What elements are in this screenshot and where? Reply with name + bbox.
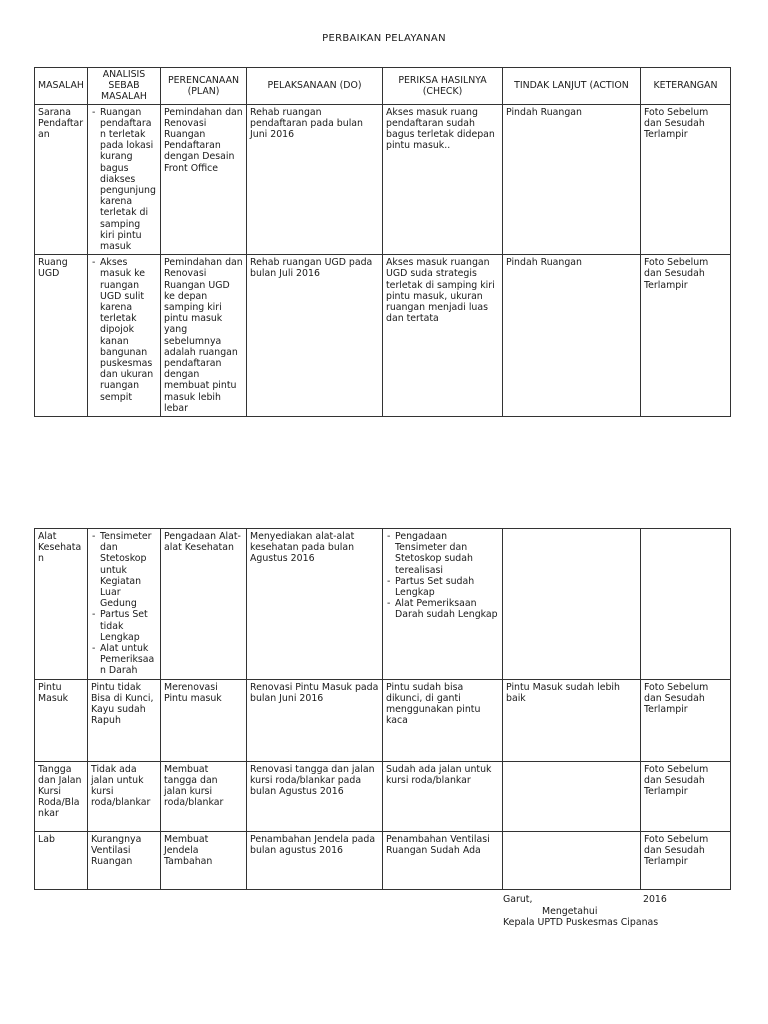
- cell-plan: Membuat tangga dan jalan kursi roda/blankar: [161, 761, 247, 831]
- cell-keterangan: Foto Sebelum dan Sesudah Terlampir: [641, 104, 731, 255]
- cell-plan: Pengadaan Alat-alat Kesehatan: [161, 529, 247, 680]
- table-row: [35, 529, 731, 680]
- list-item: - Partus Set sudah Lengkap: [386, 576, 499, 598]
- header-analisis: ANALISIS SEBAB MASALAH: [88, 68, 161, 105]
- cell-text: Pintu tidak Bisa di Kunci, Kayu sudah Rapuh: [91, 681, 154, 727]
- cell-check: [383, 529, 503, 680]
- list-item: - Pengadaan Tensimeter dan Stetoskop sudah terealisasi: [386, 531, 499, 576]
- table-row: [35, 831, 731, 889]
- cell-check: [383, 104, 503, 255]
- cell-do: Renovasi tangga dan jalan kursi roda/blankar pada bulan Agustus 2016: [247, 761, 383, 831]
- cell-analisis-list: [91, 107, 157, 253]
- signature-place: Garut,: [503, 894, 533, 905]
- cell-keterangan: Foto Sebelum dan Sesudah Terlampir: [641, 255, 731, 417]
- cell-keterangan: Foto Sebelum dan Sesudah Terlampir: [641, 831, 731, 889]
- header-do: PELAKSANAAN (DO): [247, 68, 383, 105]
- cell-plan: Merenovasi Pintu masuk: [161, 679, 247, 761]
- signature-year: 2016: [643, 894, 667, 905]
- table-row: [35, 679, 731, 761]
- cell-do: Rehab ruangan UGD pada bulan Juli 2016: [247, 255, 383, 417]
- cell-masalah: Lab: [35, 831, 88, 889]
- cell-masalah: Sarana Pendaftaran: [35, 104, 88, 255]
- cell-check-list: [386, 531, 499, 621]
- list-item: - Tensimeter dan Stetoskop untuk Kegiatan Luar Gedung: [91, 531, 157, 609]
- cell-text: Tidak ada jalan untuk kursi roda/blankar: [91, 763, 151, 809]
- cell-check: [383, 761, 503, 831]
- cell-masalah: Ruang UGD: [35, 255, 88, 417]
- cell-analisis: [88, 529, 161, 680]
- cell-analisis: [88, 679, 161, 761]
- cell-do: Renovasi Pintu Masuk pada bulan Juni 2016: [247, 679, 383, 761]
- cell-text: Sudah ada jalan untuk kursi roda/blankar: [386, 763, 492, 786]
- cell-action: [503, 529, 641, 680]
- improvement-table-page-2: [34, 528, 731, 890]
- cell-masalah: Alat Kesehatan: [35, 529, 88, 680]
- cell-text: Pintu sudah bisa dikunci, di ganti menggunakan pintu kaca: [386, 681, 481, 727]
- signature-title: Kepala UPTD Puskesmas Cipanas: [503, 917, 659, 928]
- cell-keterangan: Foto Sebelum dan Sesudah Terlampir: [641, 679, 731, 761]
- table-row: [35, 255, 731, 417]
- cell-check: [383, 831, 503, 889]
- cell-analisis-list: [91, 531, 157, 677]
- list-item: - Alat Pemeriksaan Darah sudah Lengkap: [386, 598, 499, 620]
- cell-action: [503, 831, 641, 889]
- table-row: [35, 761, 731, 831]
- cell-text: Akses masuk ruang pendaftaran sudah bagus terletak didepan pintu masuk..: [386, 106, 495, 152]
- list-item: - Akses masuk ke ruangan UGD sulit karena terletak dipojok kanan bangunan puskesmas dan ukuran ruangan sempit: [91, 257, 157, 403]
- signature-acknowledged: Mengetahui: [542, 906, 598, 917]
- cell-analisis: [88, 104, 161, 255]
- cell-analisis: [88, 831, 161, 889]
- cell-keterangan: [641, 529, 731, 680]
- cell-text: Penambahan Ventilasi Ruangan Sudah Ada: [386, 833, 490, 856]
- cell-plan: Membuat Jendela Tambahan: [161, 831, 247, 889]
- table-row: [35, 104, 731, 255]
- cell-check: [383, 679, 503, 761]
- list-item: - Alat untuk Pemeriksaan Darah: [91, 643, 157, 677]
- cell-do: Menyediakan alat-alat kesehatan pada bulan Agustus 2016: [247, 529, 383, 680]
- cell-do: Rehab ruangan pendaftaran pada bulan Juni 2016: [247, 104, 383, 255]
- cell-do: Penambahan Jendela pada bulan agustus 2016: [247, 831, 383, 889]
- list-item: - Ruangan pendaftaran terletak pada lokasi kurang bagus diakses pengunjung karena terletak di samping kiri pintu masuk: [91, 107, 157, 253]
- improvement-table-page-1: [34, 67, 731, 417]
- cell-text: Kurangnya Ventilasi Ruangan: [91, 833, 142, 868]
- table-header-row: [35, 68, 731, 105]
- document-title: PERBAIKAN PELAYANAN: [322, 33, 446, 44]
- cell-action: Pintu Masuk sudah lebih baik: [503, 679, 641, 761]
- cell-action: [503, 761, 641, 831]
- cell-action: Pindah Ruangan: [503, 104, 641, 255]
- cell-plan: Pemindahan dan Renovasi Ruangan Pendaftaran dengan Desain Front Office: [161, 104, 247, 255]
- header-check: PERIKSA HASILNYA (CHECK): [383, 68, 503, 105]
- cell-check: [383, 255, 503, 417]
- cell-text: Akses masuk ruangan UGD suda strategis terletak di samping kiri pintu masuk, ukuran ruangan menjadi luas dan tertata: [386, 257, 495, 325]
- cell-analisis: [88, 761, 161, 831]
- header-keterangan: KETERANGAN: [641, 68, 731, 105]
- cell-plan: Pemindahan dan Renovasi Ruangan UGD ke depan samping kiri pintu masuk yang sebelumnya adalah ruangan pendaftaran dengan membuat pintu masuk lebih lebar: [161, 255, 247, 417]
- header-masalah: MASALAH: [35, 68, 88, 105]
- header-action: TINDAK LANJUT (ACTION: [503, 68, 641, 105]
- cell-analisis: [88, 255, 161, 417]
- header-plan: PERENCANAAN (PLAN): [161, 68, 247, 105]
- cell-keterangan: Foto Sebelum dan Sesudah Terlampir: [641, 761, 731, 831]
- cell-masalah: Tangga dan Jalan Kursi Roda/Blankar: [35, 761, 88, 831]
- list-item: - Partus Set tidak Lengkap: [91, 609, 157, 643]
- cell-analisis-list: [91, 257, 157, 403]
- cell-masalah: Pintu Masuk: [35, 679, 88, 761]
- cell-action: Pindah Ruangan: [503, 255, 641, 417]
